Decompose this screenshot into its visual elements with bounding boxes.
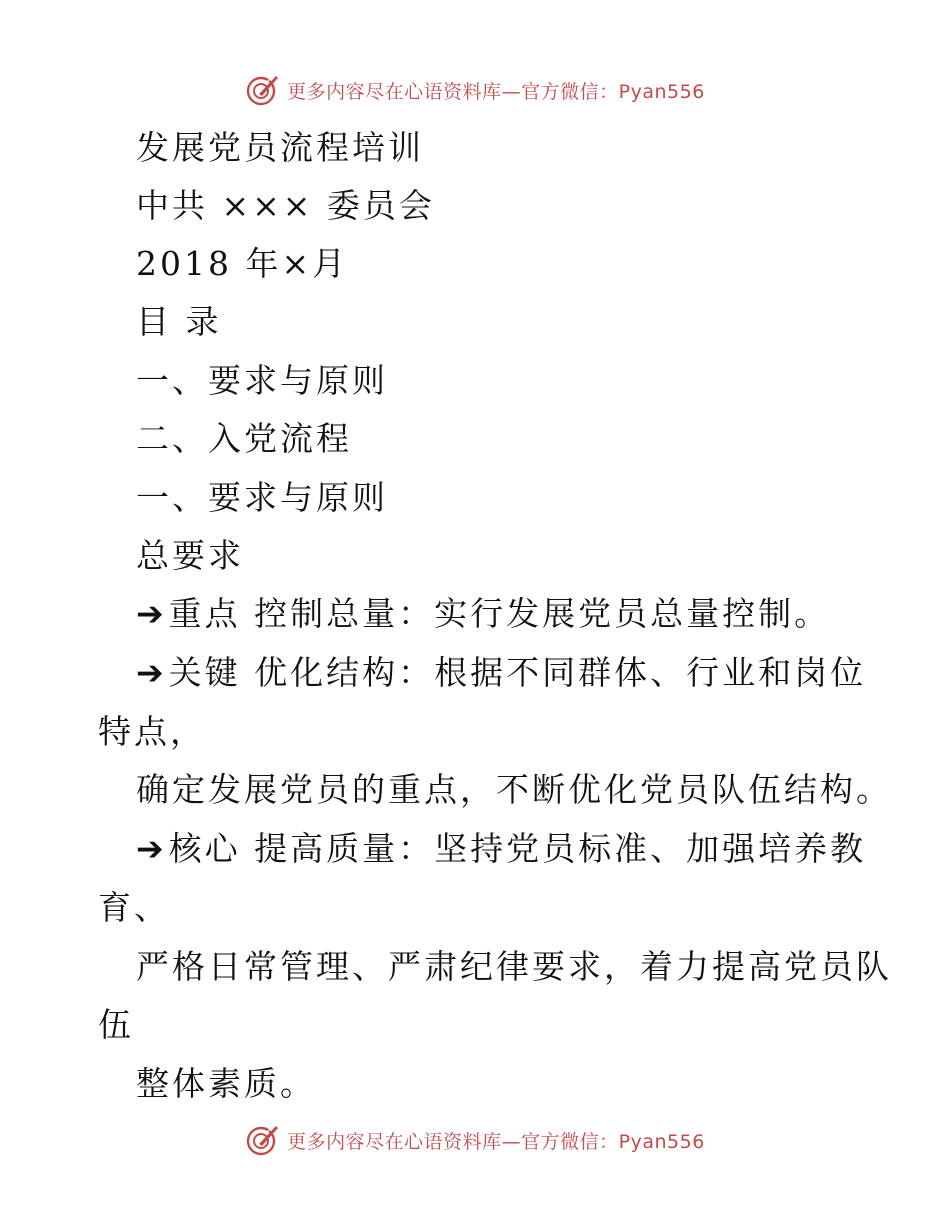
doc-date: 2018 年×月 [136, 244, 349, 283]
doc-org: 中共 ××× 委员会 [136, 186, 435, 225]
bullet-2 [136, 653, 866, 693]
doc-title: 发展党员流程培训 [136, 128, 424, 167]
bullet-3-text: 核心 提高质量：坚持党员标准、加强培养教 [168, 829, 867, 868]
bullet-1 [136, 594, 830, 634]
arrow-right-icon: ➔ [136, 594, 167, 633]
banner-text: 更多内容尽在心语资料库—官方微信：Pyan556 [287, 80, 705, 103]
quill-logo-icon [245, 1122, 281, 1158]
bullet-1-text: 重点 控制总量：实行发展党员总量控制。 [168, 594, 831, 633]
arrow-right-icon: ➔ [136, 829, 167, 868]
bullet-3-wrap: 伍 [98, 1005, 134, 1044]
bullet-2-wrap: 特点， [98, 712, 206, 751]
bullet-3-wrap: 育、 [98, 888, 170, 927]
sub-heading: 总要求 [136, 536, 244, 575]
toc-item: 一、要求与原则 [136, 361, 388, 400]
bullet-3-continuation: 整体素质。 [136, 1064, 316, 1103]
header-banner [0, 72, 950, 108]
footer-banner [0, 1122, 950, 1158]
quill-logo-icon [245, 72, 281, 108]
section-heading: 一、要求与原则 [136, 478, 388, 517]
bullet-2-text: 关键 优化结构：根据不同群体、行业和岗位 [168, 653, 867, 692]
bullet-3-continuation: 严格日常管理、严肃纪律要求，着力提高党员队 [136, 947, 892, 986]
banner-text: 更多内容尽在心语资料库—官方微信：Pyan556 [287, 1130, 705, 1153]
bullet-3 [136, 829, 866, 869]
toc-item: 二、入党流程 [136, 419, 352, 458]
toc-heading: 目 录 [136, 302, 222, 341]
bullet-2-continuation: 确定发展党员的重点，不断优化党员队伍结构。 [136, 770, 892, 809]
arrow-right-icon: ➔ [136, 653, 167, 692]
